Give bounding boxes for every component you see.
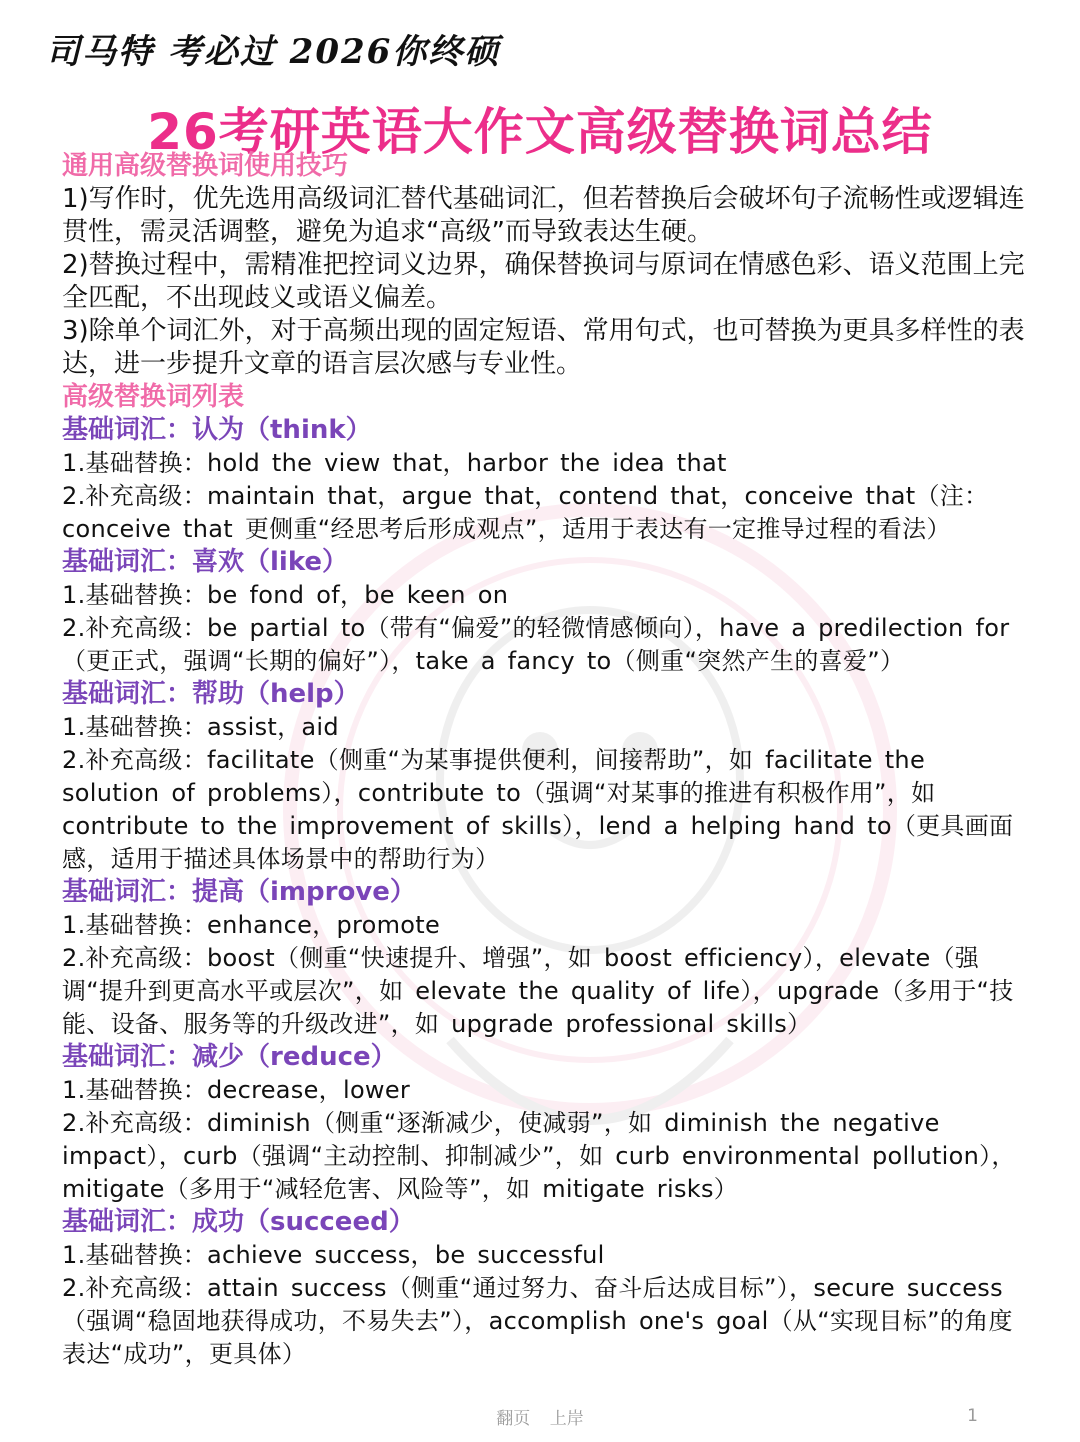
page-number: 1 bbox=[967, 1406, 978, 1426]
document-body bbox=[62, 150, 1032, 1371]
category-heading-like: 基础词汇：喜欢（like） bbox=[62, 547, 349, 577]
tip-item: 1)写作时，优先选用高级词汇替代基础词汇，但若替换后会破坏句子流畅性或逻辑连贯性，需灵活调整，避免为追求“高级”而导致表达生硬。 bbox=[62, 184, 1025, 247]
page-title: 26考研英语大作文高级替换词总结 bbox=[147, 103, 933, 161]
category-heading-help: 基础词汇：帮助（help） bbox=[62, 679, 360, 709]
basic-replacement: 1.基础替换：assist，aid bbox=[62, 713, 339, 741]
advanced-replacement: 2.补充高级：maintain that，argue that，contend that，conceive that（注：conceive that 更侧重“经思考后形成观点”，适用于表达有一定推导过程的看法） bbox=[62, 482, 989, 543]
tip-item: 2)替换过程中，需精准把控词义边界，确保替换词与原词在情感色彩、语义范围上完全匹配，不出现歧义或语义偏差。 bbox=[62, 250, 1025, 313]
category-heading-succeed: 基础词汇：成功（succeed） bbox=[62, 1207, 415, 1237]
tip-item: 3)除单个词汇外，对于高频出现的固定短语、常用句式，也可替换为更具多样性的表达，进一步提升文章的语言层次感与专业性。 bbox=[62, 316, 1025, 379]
advanced-replacement: 2.补充高级：be partial to（带有“偏爱”的轻微情感倾向），have a predilection for（更正式，强调“长期的偏好”），take a fancy to（侧重“突然产生的喜爱”） bbox=[62, 614, 1010, 675]
basic-replacement: 1.基础替换：decrease，lower bbox=[62, 1076, 411, 1104]
basic-replacement: 1.基础替换：achieve success，be successful bbox=[62, 1241, 605, 1269]
category-heading-reduce: 基础词汇：减少（reduce） bbox=[62, 1042, 397, 1072]
basic-replacement: 1.基础替换：hold the view that，harbor the idea that bbox=[62, 449, 727, 477]
category-heading-think: 基础词汇：认为（think） bbox=[62, 415, 372, 445]
brand-header: 司马特 考必过 2026你终硕 bbox=[46, 32, 501, 72]
advanced-replacement: 2.补充高级：diminish（侧重“逐渐减少，使减弱”，如 diminish the negative impact），curb（强调“主动控制、抑制减少”，如 curb environmental pollution），mitigate（多用于“减轻危害、风险等”，如 mitigate risks） bbox=[62, 1109, 1016, 1203]
advanced-replacement: 2.补充高级：facilitate（侧重“为某事提供便利，间接帮助”，如 facilitate the solution of problems），contribute to（强调“对某事的推进有积极作用”，如 contribute to the improvement of skills），lend a helping hand to（更具画面感，适用于描述具体场景中的帮助行为） bbox=[62, 746, 1014, 873]
tips-heading: 通用高级替换词使用技巧 bbox=[62, 151, 349, 181]
category-heading-improve: 基础词汇：提高（improve） bbox=[62, 877, 416, 907]
basic-replacement: 1.基础替换：enhance，promote bbox=[62, 911, 441, 939]
basic-replacement: 1.基础替换：be fond of，be keen on bbox=[62, 581, 509, 609]
advanced-replacement: 2.补充高级：attain success（侧重“通过努力、奋斗后达成目标”），secure success（强调“稳固地获得成功，不易失去”），accomplish one's goal（从“实现目标”的角度表达“成功”，更具体） bbox=[62, 1274, 1013, 1368]
list-heading: 高级替换词列表 bbox=[62, 382, 245, 412]
advanced-replacement: 2.补充高级：boost（侧重“快速提升、增强”，如 boost efficiency），elevate（强调“提升到更高水平或层次”，如 elevate the quality of life），upgrade（多用于“技能、设备、服务等的升级改进”，如 upgrade professional skills） bbox=[62, 944, 1014, 1038]
footer-watermark-text: 翻页 上岸 bbox=[496, 1409, 584, 1429]
